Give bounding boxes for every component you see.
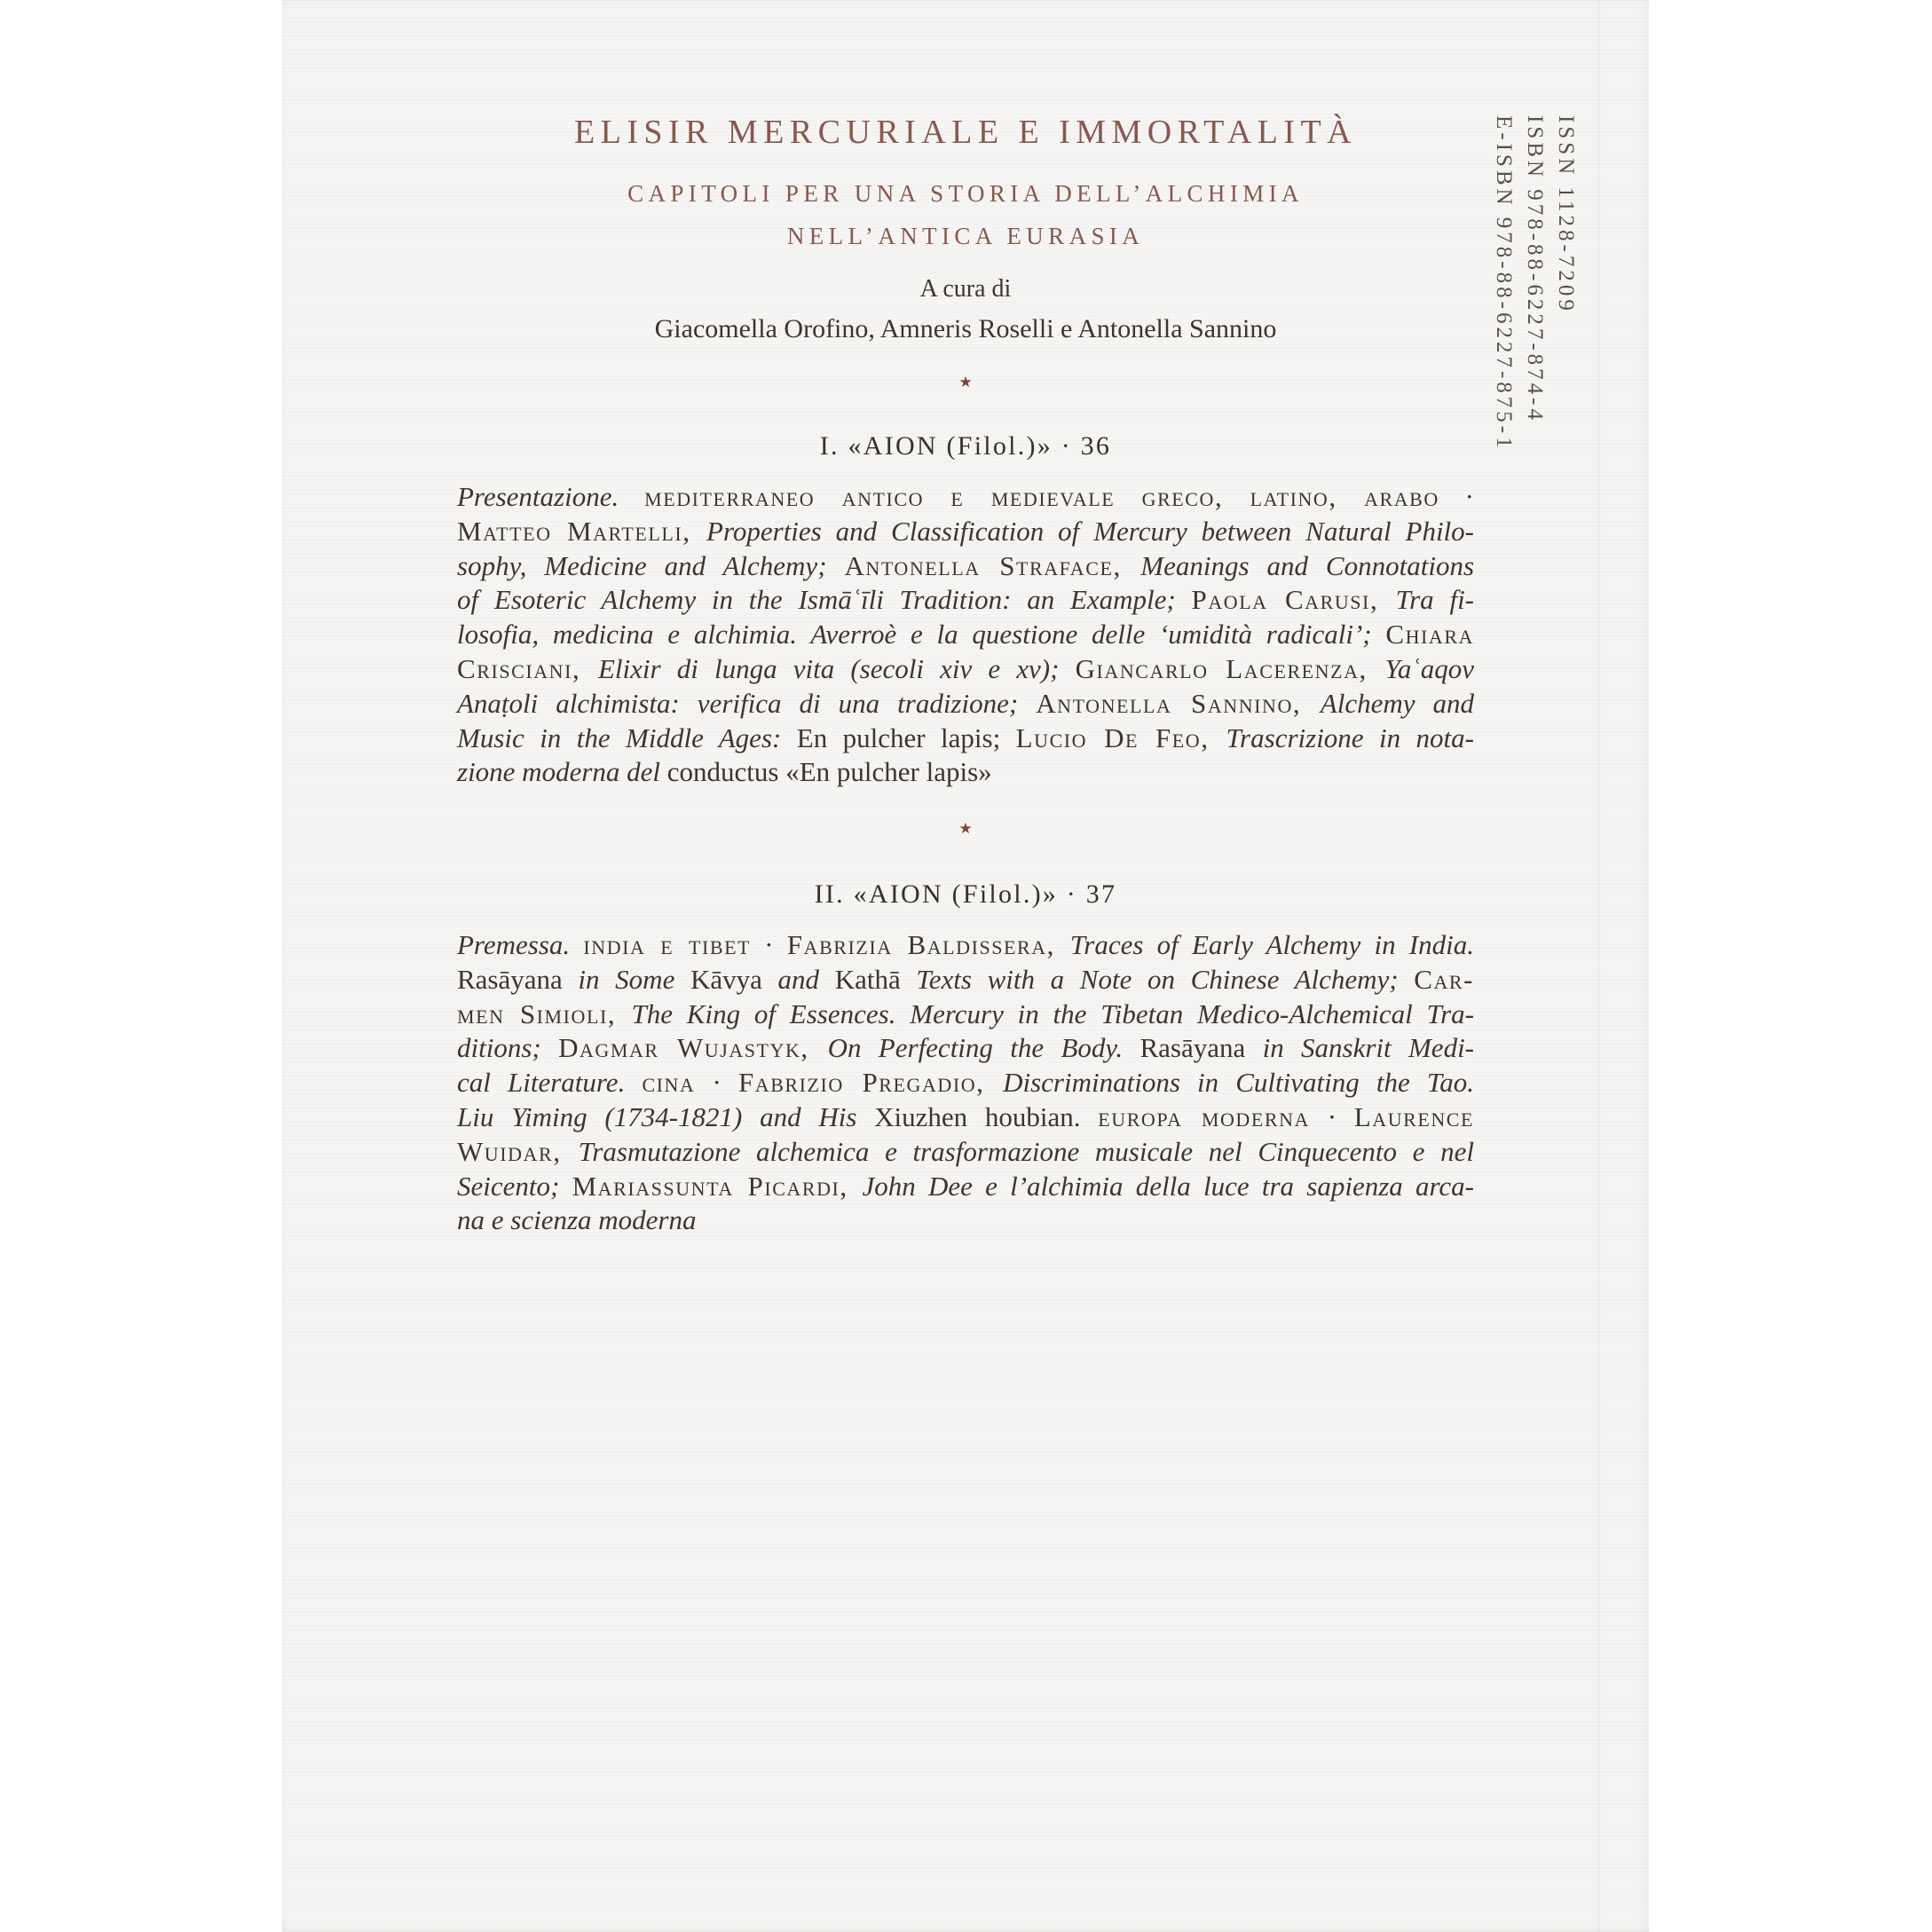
text-run: cal Literature. bbox=[457, 1067, 643, 1099]
issn-number: ISSN 1128-7209 bbox=[1554, 115, 1578, 314]
text-run: Seicento; bbox=[457, 1170, 572, 1202]
text-run: conductus «En pulcher lapis» bbox=[666, 756, 992, 788]
book-page bbox=[282, 0, 1649, 1932]
section-1-heading: I. «AION (Filol.)» · 36 bbox=[819, 431, 1112, 461]
text-run: Trascrizione in nota- bbox=[1226, 722, 1474, 753]
text-run: · bbox=[695, 1067, 738, 1099]
text-line bbox=[457, 687, 1474, 722]
text-run: Rasāyana bbox=[457, 963, 579, 995]
book-title: ELISIR MERCURIALE E IMMORTALITÀ bbox=[573, 114, 1358, 151]
text-run: Anaṭoli alchimista: verifica di una tradizione; bbox=[457, 687, 1037, 719]
text-run: Giancarlo Lacerenza, bbox=[1075, 652, 1385, 684]
star-divider-icon: ★ bbox=[958, 820, 973, 837]
text-run: Meanings and Connotations bbox=[1140, 549, 1475, 581]
isbn-number: ISBN 978-88-6227-874-4 bbox=[1523, 115, 1547, 424]
text-run: Elixir di lunga vita (secoli xiv e xv); bbox=[597, 652, 1076, 684]
text-run: losofia, medicina e alchimia. Averroè e la questione delle ‘umidità radicali’; bbox=[457, 619, 1386, 651]
text-run: Kāvya bbox=[690, 963, 778, 995]
text-run: Music in the Middle Ages: bbox=[457, 722, 797, 753]
text-run: Crisciani, bbox=[457, 652, 598, 684]
text-run: En pulcher lapis; bbox=[796, 722, 1016, 753]
text-run: Dagmar Wujastyk, bbox=[558, 1032, 828, 1064]
text-run: india e tibet bbox=[583, 929, 752, 960]
text-run: Paola Carusi, bbox=[1191, 584, 1396, 616]
text-run: and bbox=[777, 963, 835, 995]
text-run: Discriminations in Cultivating the Tao. bbox=[1003, 1067, 1474, 1099]
text-run: · bbox=[1439, 481, 1474, 512]
section-1-contents bbox=[457, 480, 1474, 790]
text-run: Chiara bbox=[1385, 619, 1474, 651]
paper-crease bbox=[1597, 0, 1600, 1932]
text-run: The King of Essences. Mercury in the Tibetan Medico-Alchemical Tra- bbox=[631, 998, 1474, 1029]
edited-by-label: A cura di bbox=[919, 275, 1012, 303]
text-line bbox=[457, 1170, 1474, 1204]
text-line bbox=[457, 1031, 1474, 1066]
text-run: Premessa. bbox=[457, 929, 584, 960]
text-run: Wuidar, bbox=[457, 1135, 579, 1167]
text-line bbox=[457, 618, 1474, 652]
text-run: na e scienza moderna bbox=[457, 1204, 697, 1236]
text-run: Antonella Sannino, bbox=[1036, 687, 1321, 719]
text-run: cina bbox=[642, 1067, 696, 1099]
text-run: Xiuzhen houbian. bbox=[874, 1100, 1099, 1132]
text-run: men Simioli, bbox=[457, 998, 632, 1029]
text-run: Yaʿaqov bbox=[1384, 652, 1474, 684]
text-run: Tra fi- bbox=[1395, 584, 1474, 616]
text-line bbox=[457, 755, 1474, 790]
text-run: Kathā bbox=[834, 963, 917, 995]
text-line bbox=[457, 1135, 1474, 1170]
text-line bbox=[457, 1100, 1474, 1135]
text-run: Mariassunta Picardi, bbox=[572, 1170, 863, 1202]
text-run: mediterraneo antico e medievale greco, latino, arabo bbox=[644, 481, 1439, 512]
issn-isbn-block bbox=[1488, 115, 1581, 719]
text-line bbox=[457, 722, 1474, 756]
text-run: Presentazione. bbox=[457, 481, 645, 512]
text-run: zione moderna del bbox=[457, 756, 667, 788]
editors-names: Giacomella Orofino, Amneris Roselli e Antonella Sannino bbox=[654, 314, 1277, 343]
text-run: Matteo Martelli, bbox=[457, 515, 707, 547]
text-run: Liu Yiming (1734-1821) and His bbox=[457, 1100, 875, 1132]
eisbn-number: E-ISBN 978-88-6227-875-1 bbox=[1492, 115, 1516, 452]
star-divider-icon: ★ bbox=[958, 374, 973, 390]
text-line bbox=[457, 515, 1474, 549]
text-run: Texts with a Note on Chinese Alchemy; bbox=[916, 963, 1415, 995]
text-run: Rasāyana bbox=[1139, 1032, 1263, 1064]
text-run: Alchemy and bbox=[1320, 687, 1474, 719]
text-run: Lucio De Feo, bbox=[1015, 722, 1226, 753]
text-run: · bbox=[751, 929, 787, 960]
text-run: of Esoteric Alchemy in the Ismāʿīli Tradition: an Example; bbox=[457, 584, 1192, 616]
text-run: Traces of Early Alchemy in India. bbox=[1069, 929, 1474, 960]
book-subtitle-line-2: NELL’ANTICA EURASIA bbox=[786, 223, 1145, 249]
text-run: Fabrizio Pregadio, bbox=[737, 1067, 1004, 1099]
section-2-contents bbox=[457, 928, 1474, 1238]
text-run: Properties and Classification of Mercury between Natural Philo- bbox=[706, 515, 1474, 547]
text-run: On Perfecting the Body. bbox=[827, 1032, 1140, 1064]
text-run: Car- bbox=[1414, 963, 1475, 995]
text-line bbox=[457, 652, 1474, 687]
text-run: ditions; bbox=[457, 1032, 559, 1064]
text-run: Trasmutazione alchemica e trasformazione musicale nel Cinquecento e nel bbox=[578, 1135, 1474, 1167]
text-run: sophy, Medicine and Alchemy; bbox=[457, 549, 845, 581]
text-run: Laurence bbox=[1353, 1100, 1474, 1132]
book-subtitle-line-1: CAPITOLI PER UNA STORIA DELL’ALCHIMIA bbox=[627, 180, 1304, 207]
text-run: Fabrizia Baldissera, bbox=[786, 929, 1070, 960]
text-line bbox=[457, 963, 1474, 998]
text-line bbox=[457, 583, 1474, 618]
text-line bbox=[457, 928, 1474, 963]
text-run: in Some bbox=[578, 963, 690, 995]
text-line bbox=[457, 998, 1474, 1032]
text-line bbox=[457, 1203, 1474, 1238]
section-2-heading: II. «AION (Filol.)» · 37 bbox=[814, 879, 1117, 909]
text-line bbox=[457, 1066, 1474, 1100]
text-run: · bbox=[1309, 1100, 1354, 1132]
text-run: John Dee e l’alchimia della luce tra sapienza arca- bbox=[862, 1170, 1474, 1202]
text-line bbox=[457, 549, 1474, 584]
text-line bbox=[457, 480, 1474, 515]
text-run: in Sanskrit Medi- bbox=[1262, 1032, 1475, 1064]
text-run: Antonella Straface, bbox=[844, 549, 1141, 581]
text-run: europa moderna bbox=[1098, 1100, 1310, 1132]
